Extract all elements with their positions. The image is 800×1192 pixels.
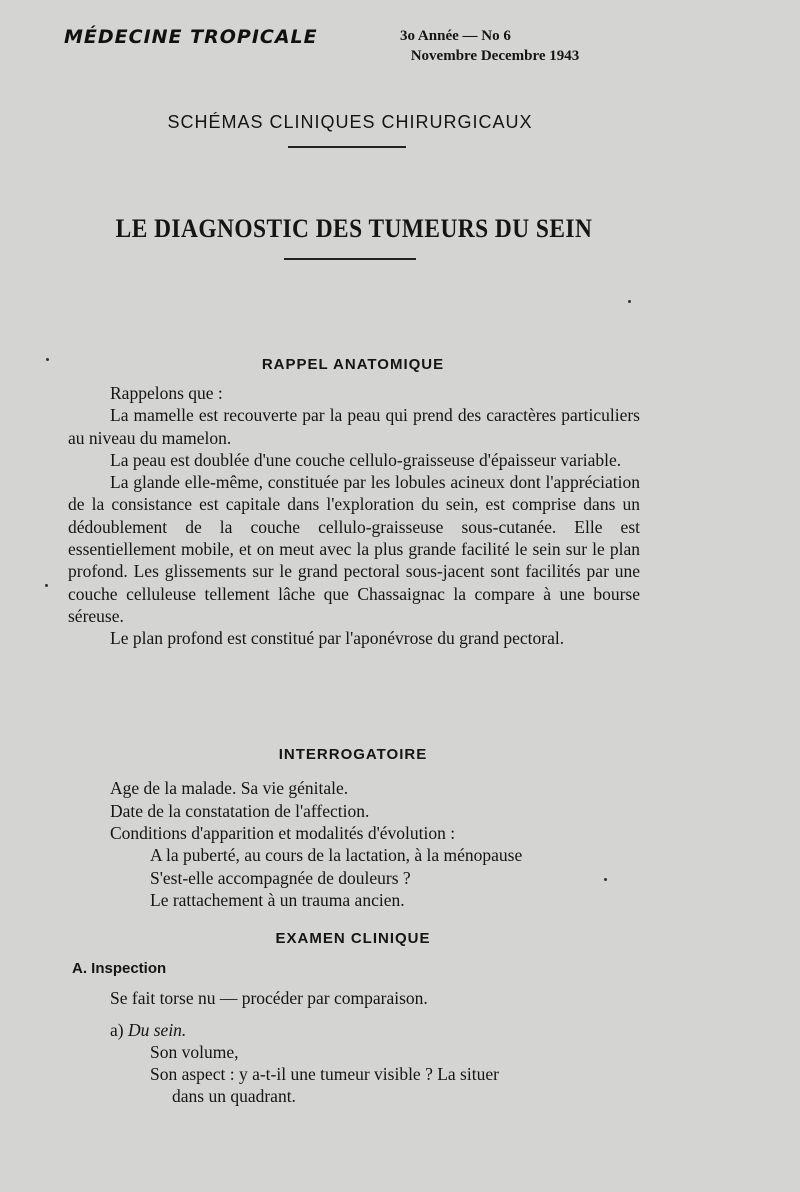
list-item: Age de la malade. Sa vie génitale. bbox=[110, 778, 349, 798]
series-divider bbox=[288, 146, 406, 148]
interrogation-list bbox=[110, 777, 455, 845]
issue-info bbox=[380, 26, 610, 66]
heading-examen-clinique: EXAMEN CLINIQUE bbox=[275, 930, 431, 947]
interrogation-sublist bbox=[150, 844, 522, 912]
issue-date: Novembre Decembre 1943 bbox=[410, 48, 580, 64]
inspection-line: Se fait torse nu — procéder par comparaison. bbox=[110, 988, 428, 1008]
heading-interrogatoire: INTERROGATOIRE bbox=[278, 746, 428, 763]
list-subitem: Le rattachement à un trauma ancien. bbox=[150, 890, 405, 910]
subheading-inspection: A. Inspection bbox=[72, 960, 167, 977]
paragraph: La glande elle-même, constituée par les lobules acineux dont l'appréciation de la consistance est capitale dans l'exploration du sein, est comprise dans un dédoublement de la couche cellulo-graisseuse sous-cutanée. Elle est essentiellement mobile, et on meut avec la plus grande facilité le sein sur le plan profond. Les glissements sur le grand pectoral sous-jacent sont facilités par une couche celluleuse tellement lâche que Chassaignac la compare à une bourse séreuse. bbox=[68, 472, 640, 626]
article-title: LE DIAGNOSTIC DES TUMEURS DU SEIN bbox=[115, 214, 593, 243]
item-a-line: dans un quadrant. bbox=[172, 1086, 296, 1106]
anatomy-text bbox=[68, 382, 640, 650]
heading-rappel-anatomique: RAPPEL ANATOMIQUE bbox=[261, 356, 445, 373]
list-item: Conditions d'apparition et modalités d'évolution : bbox=[110, 823, 456, 843]
print-speck bbox=[46, 358, 49, 361]
print-speck bbox=[604, 878, 607, 881]
list-subitem: S'est-elle accompagnée de douleurs ? bbox=[150, 867, 411, 888]
list-item: Date de la constatation de l'affection. bbox=[110, 800, 370, 821]
title-divider bbox=[284, 258, 416, 260]
print-speck bbox=[45, 584, 48, 587]
paragraph: La mamelle est recouverte par la peau qui prend des caractères particuliers au niveau du mamelon. bbox=[68, 405, 640, 448]
series-title: SCHÉMAS CLINIQUES CHIRURGICAUX bbox=[167, 112, 533, 132]
issue-number: 3o Année — No 6 bbox=[400, 28, 511, 44]
print-speck bbox=[628, 300, 631, 303]
item-a-label: a) bbox=[110, 1020, 124, 1040]
item-a-title: Du sein. bbox=[127, 1020, 187, 1040]
journal-title: MÉDECINE TROPICALE bbox=[64, 26, 318, 48]
paragraph: Rappelons que : bbox=[110, 383, 223, 403]
item-a bbox=[110, 1020, 186, 1041]
item-a-line: Son aspect : y a-t-il une tumeur visible ? La situer bbox=[150, 1064, 499, 1084]
paragraph: La peau est doublée d'une couche cellulo-graisseuse d'épaisseur variable. bbox=[110, 449, 622, 470]
list-subitem: A la puberté, au cours de la lactation, à la ménopause bbox=[150, 845, 523, 865]
paragraph: Le plan profond est constitué par l'aponévrose du grand pectoral. bbox=[110, 628, 565, 649]
item-a-line: Son volume, bbox=[150, 1042, 239, 1062]
